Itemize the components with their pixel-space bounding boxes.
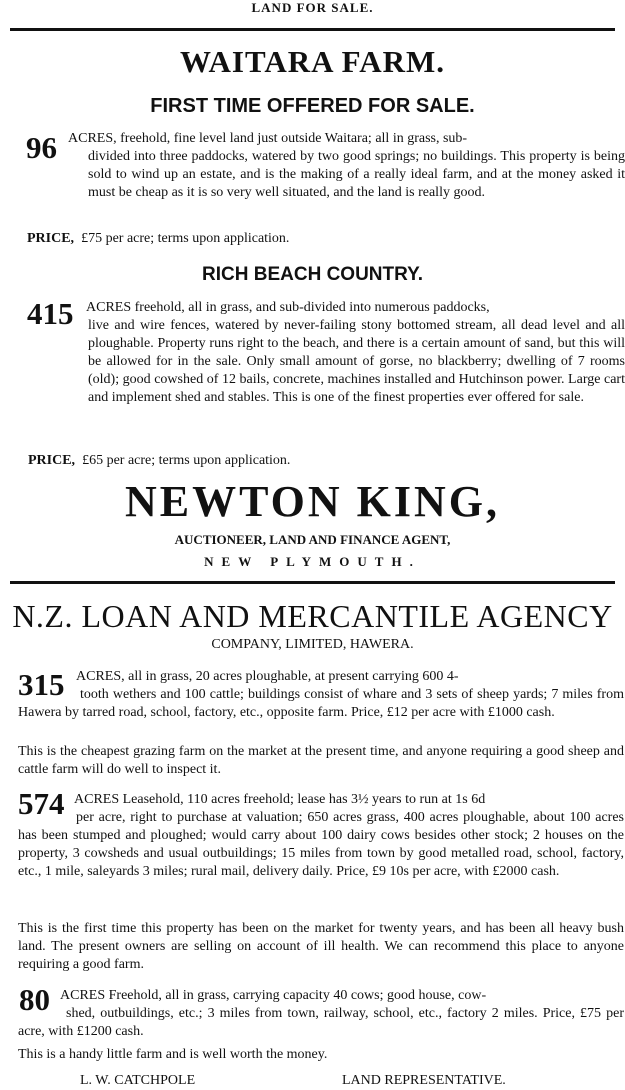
- waitara-title: WAITARA FARM.: [179, 44, 445, 79]
- listing-315-lead: ACRES, all in grass, 20 acres ploughable, at present carrying 600 4-: [76, 669, 459, 684]
- listing-315-number: 315: [18, 667, 65, 702]
- listing-574-number: 574: [18, 786, 65, 821]
- beach-price: [28, 453, 290, 469]
- beach-price-label: PRICE,: [28, 453, 76, 468]
- rep-name: L. W. CATCHPOLE: [80, 1073, 196, 1088]
- listing-315-note: This is the cheapest grazing farm on the market at the present time, and anyone requiring a good sheep and cattle farm will do well to inspect it.: [18, 744, 624, 777]
- listing-315-body: tooth wethers and 100 cattle; buildings consist of whare and 3 sets of sheep yards; 7 miles from Hawera by tarred road, school, factory, etc., opposite farm. Price, £12 per acre with £1000 cash.: [18, 687, 624, 720]
- waitara-lead: ACRES, freehold, fine level land just outside Waitara; all in grass, sub-: [68, 131, 468, 146]
- beach-body: live and wire fences, watered by never-failing stony bottomed stream, all dead level and all ploughable. Property runs right to the beach, and there is a certain amount of sand, but this will be allowed for in the sale. Only small amount of gorse, no blackberry; dwelling of 7 rooms (old); good cowshed of 12 bails, concrete, machines installed and Hutchinson power. Large cart and implement shed and stables. This is one of the finest properties ever offered for sale.: [88, 318, 625, 405]
- nz-loan-title: N.Z. LOAN AND MERCANTILE AGENCY: [12, 598, 613, 634]
- listing-80-number: 80: [19, 982, 50, 1017]
- waitara-subtitle: FIRST TIME OFFERED FOR SALE.: [150, 95, 475, 117]
- beach-acres-number: 415: [27, 296, 74, 331]
- waitara-price-text: £75 per acre; terms upon application.: [81, 231, 290, 246]
- beach-price-text: £65 per acre; terms upon application.: [82, 453, 291, 468]
- waitara-price-label: PRICE,: [27, 231, 75, 246]
- waitara-body: divided into three paddocks, watered by two good springs; no buildings. This property is being sold to wind up an estate, and is the making of a really ideal farm, and at the money asked it must be cheap as it is so very well situated, and the land is really good.: [88, 149, 625, 200]
- rep-title: LAND REPRESENTATIVE.: [342, 1073, 506, 1088]
- listing-574-lead: ACRES Leasehold, 110 acres freehold; lease has 3½ years to run at 1s 6d: [74, 792, 486, 807]
- listing-80-note: This is a handy little farm and is well worth the money.: [18, 1047, 328, 1062]
- header-rule: [10, 28, 615, 31]
- listing-574-body: per acre, right to purchase at valuation; 650 acres grass, 400 acres ploughable, about 100 acres has been stumped and ploughed; would carry about 100 dairy cows besides other stock; 2 houses on the property, 3 cowsheds and usual outbuildings; 15 miles from town by good metalled road, school, factory, etc., 1 mile, saleyards 3 miles; rural mail, delivery daily. Price, £9 10s per acre, with £2000 cash.: [18, 810, 624, 879]
- section-header: LAND FOR SALE.: [251, 0, 374, 15]
- newton-king-name: NEWTON KING,: [124, 477, 501, 526]
- beach-title: RICH BEACH COUNTRY.: [202, 264, 423, 285]
- listing-80-body: shed, outbuildings, etc.; 3 miles from town, railway, school, etc., factory 2 miles. Price, £75 per acre, with £1200 cash.: [18, 1006, 624, 1039]
- listing-80-lead: ACRES Freehold, all in grass, carrying capacity 40 cows; good house, cow-: [60, 988, 487, 1003]
- listing-574-note: This is the first time this property has been on the market for twenty years, and has been all heavy bush land. The present owners are selling on account of ill health. We can recommend this place to anyone requiring a good farm.: [18, 921, 624, 972]
- waitara-acres-number: 96: [26, 130, 57, 165]
- newton-king-role: AUCTIONEER, LAND AND FINANCE AGENT,: [174, 532, 451, 547]
- waitara-price: [27, 231, 289, 247]
- divider-rule: [10, 581, 615, 584]
- nz-loan-subtitle: COMPANY, LIMITED, HAWERA.: [211, 637, 414, 652]
- newton-king-town: NEW PLYMOUTH.: [204, 554, 421, 569]
- beach-lead: ACRES freehold, all in grass, and sub-divided into numerous paddocks,: [86, 300, 490, 315]
